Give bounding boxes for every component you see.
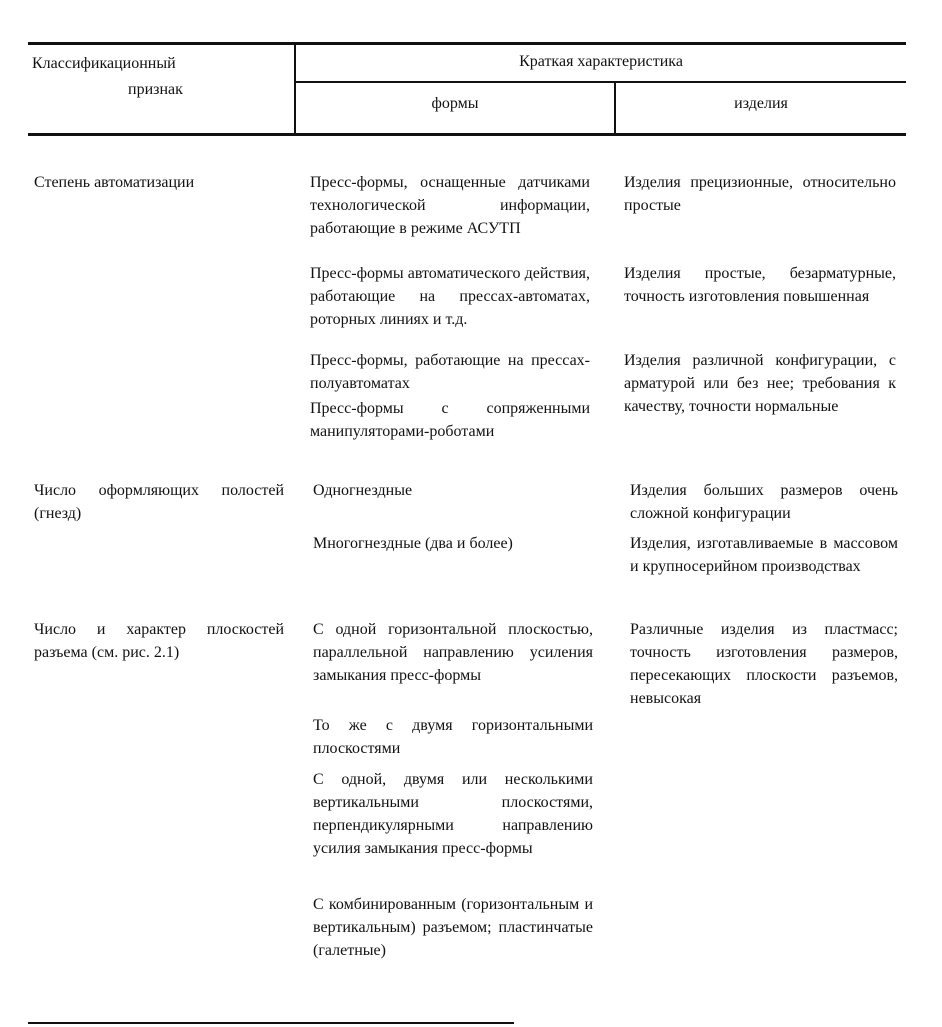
product-cell-precision: Изделия прецизионные, относительно простые bbox=[624, 174, 896, 214]
header-products-label: изделия bbox=[734, 95, 788, 112]
feature-automation-degree: Степень автоматизации bbox=[34, 174, 195, 191]
header-group-label: Краткая характеристика bbox=[519, 53, 683, 70]
header-group-rule bbox=[295, 81, 906, 83]
product-cell-simple: Изделия простые, безарматурные, точность изготовления повышенная bbox=[624, 265, 896, 305]
form-cell-vertical: С одной, двумя или несколькими вертикальными плоскостями, перпендикулярными направлению усилия замыкания пресс-формы bbox=[313, 771, 593, 857]
feature-parting-planes: Число и характер плоскостей разъема (см. рис. 2.1) bbox=[34, 621, 284, 661]
form-cell-one-horizontal: С одной горизонтальной плоскостью, параллельной направлению усиления замыкания пресс-формы bbox=[313, 621, 593, 684]
header-forms-label: формы bbox=[431, 95, 479, 112]
form-cell-asutp: Пресс-формы, оснащенные датчиками технологической информации, работающие в режиме АСУТП bbox=[310, 174, 590, 237]
form-cell-robots: Пресс-формы с сопряженными манипуляторами-роботами bbox=[310, 400, 590, 440]
form-cell-semiautomatic: Пресс-формы, работающие на прессах-полуавтоматах bbox=[310, 352, 590, 392]
form-cell-multi-cavity: Многогнездные (два и более) bbox=[313, 535, 513, 552]
form-cell-automatic: Пресс-формы автоматического действия, работающие на прессах-автоматах, роторных линиях и т.д. bbox=[310, 265, 590, 328]
product-cell-mass-production: Изделия, изготавливаемые в массовом и крупносерийном производствах bbox=[630, 535, 898, 575]
table-top-rule bbox=[28, 42, 906, 45]
form-cell-two-horizontal: То же с двумя горизонтальными плоскостями bbox=[313, 717, 593, 757]
header-bottom-rule bbox=[28, 133, 906, 136]
feature-cavity-count: Число оформляющих полостей (гнезд) bbox=[34, 482, 284, 522]
form-cell-combined: С комбинированным (горизонтальным и вертикальным) разъемом; пластинчатые (галетные) bbox=[313, 896, 593, 959]
header-feature-label-line1: Классификационный bbox=[32, 55, 176, 72]
footnote-rule bbox=[28, 1022, 514, 1024]
form-cell-single-cavity: Одногнездные bbox=[313, 482, 413, 499]
header-feature-label-line2: признак bbox=[128, 81, 183, 98]
product-cell-plastics: Различные изделия из пластмасс; точность изготовления размеров, пересекающих плоскости разъемов, невысокая bbox=[630, 621, 898, 707]
product-cell-large: Изделия больших размеров очень сложной конфигурации bbox=[630, 482, 898, 522]
product-cell-various-config: Изделия различной конфигурации, с арматурой или без нее; требования к качеству, точности нормальные bbox=[624, 352, 896, 415]
